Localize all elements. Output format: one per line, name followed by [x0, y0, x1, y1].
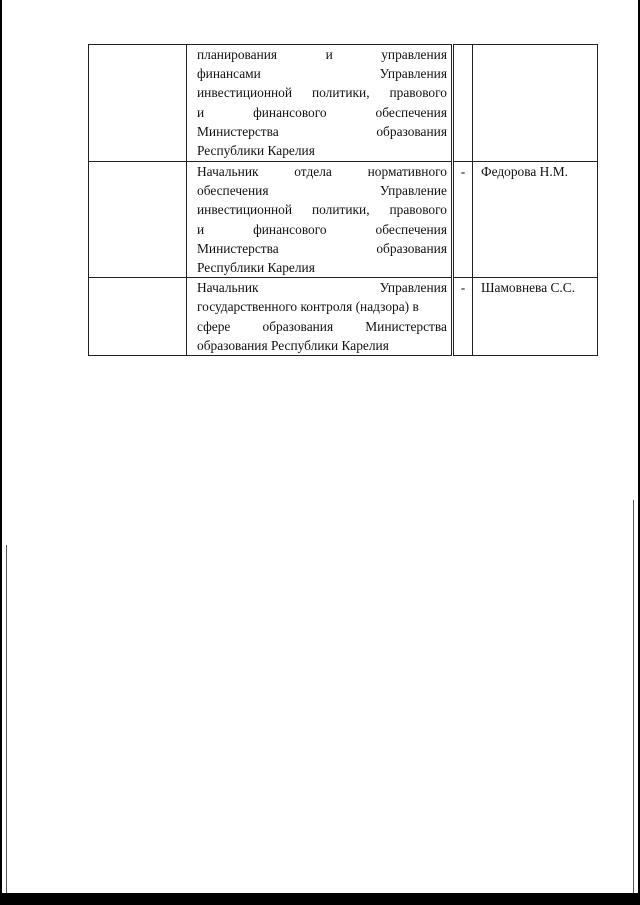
position-cell — [187, 162, 453, 278]
table-row — [89, 162, 598, 278]
text-line — [197, 103, 447, 122]
empty-cell — [89, 278, 187, 356]
position-cell — [187, 45, 453, 162]
name-cell: Федорова Н.М. — [473, 162, 598, 278]
word: Начальник — [197, 280, 259, 296]
word: Республики Карелия — [197, 143, 315, 159]
word: правового — [389, 85, 447, 101]
word: отдела — [294, 164, 332, 179]
word: Министерства — [197, 123, 279, 139]
word: образования — [262, 318, 334, 334]
word: Управления — [379, 280, 447, 296]
scan-edge-left — [0, 0, 2, 905]
word: Республики Карелия — [197, 260, 315, 276]
word: образования Республики Карелия — [197, 337, 389, 353]
empty-cell — [89, 162, 187, 278]
word: политики, — [311, 85, 370, 101]
text-line — [197, 200, 447, 219]
word: образования — [376, 123, 447, 139]
text-line — [197, 141, 447, 160]
text-line — [197, 278, 447, 297]
word: Управление — [379, 183, 447, 199]
word: финансового — [253, 221, 327, 237]
empty-cell — [89, 45, 187, 162]
word: Управления — [379, 66, 447, 82]
position-cell — [187, 278, 453, 356]
scan-edge-left-inner — [6, 545, 7, 895]
word: образования — [376, 240, 447, 256]
word: финансами — [197, 66, 261, 82]
word: и — [325, 47, 333, 62]
dash-cell: - — [453, 162, 473, 278]
table-row — [89, 278, 598, 356]
text-line — [197, 162, 447, 181]
scan-edge-bottom — [0, 893, 640, 905]
dash-cell — [453, 45, 473, 162]
text-line — [197, 83, 447, 102]
table-row — [89, 45, 598, 162]
staff-table — [88, 44, 598, 356]
text-line — [197, 220, 447, 239]
word: правового — [389, 202, 447, 218]
word: государственного контроля (надзора) в — [197, 299, 419, 315]
word: и — [197, 104, 205, 120]
word: управления — [381, 47, 447, 62]
word: Министерства — [365, 318, 447, 334]
text-line — [197, 45, 447, 64]
word: обеспечения — [197, 183, 269, 199]
word: инвестиционной — [197, 202, 293, 218]
word: нормативного — [367, 164, 447, 179]
word: политики, — [311, 202, 370, 218]
word: и — [197, 221, 205, 237]
text-line — [197, 258, 447, 277]
text-line — [197, 336, 447, 355]
name-cell: Шамовнева С.С. — [473, 278, 598, 356]
word: инвестиционной — [197, 85, 293, 101]
text-line — [197, 239, 447, 258]
dash-cell: - — [453, 278, 473, 356]
text-line — [197, 181, 447, 200]
word: планирования — [197, 47, 278, 62]
word: обеспечения — [375, 104, 447, 120]
word: обеспечения — [375, 221, 447, 237]
word: сфере — [197, 318, 231, 334]
name-cell — [473, 45, 598, 162]
text-line — [197, 317, 447, 336]
word: Начальник — [197, 164, 259, 179]
text-line — [197, 64, 447, 83]
word: Министерства — [197, 240, 279, 256]
text-line — [197, 297, 447, 316]
word: финансового — [253, 104, 327, 120]
text-line — [197, 122, 447, 141]
scan-edge-right-inner — [633, 500, 634, 895]
